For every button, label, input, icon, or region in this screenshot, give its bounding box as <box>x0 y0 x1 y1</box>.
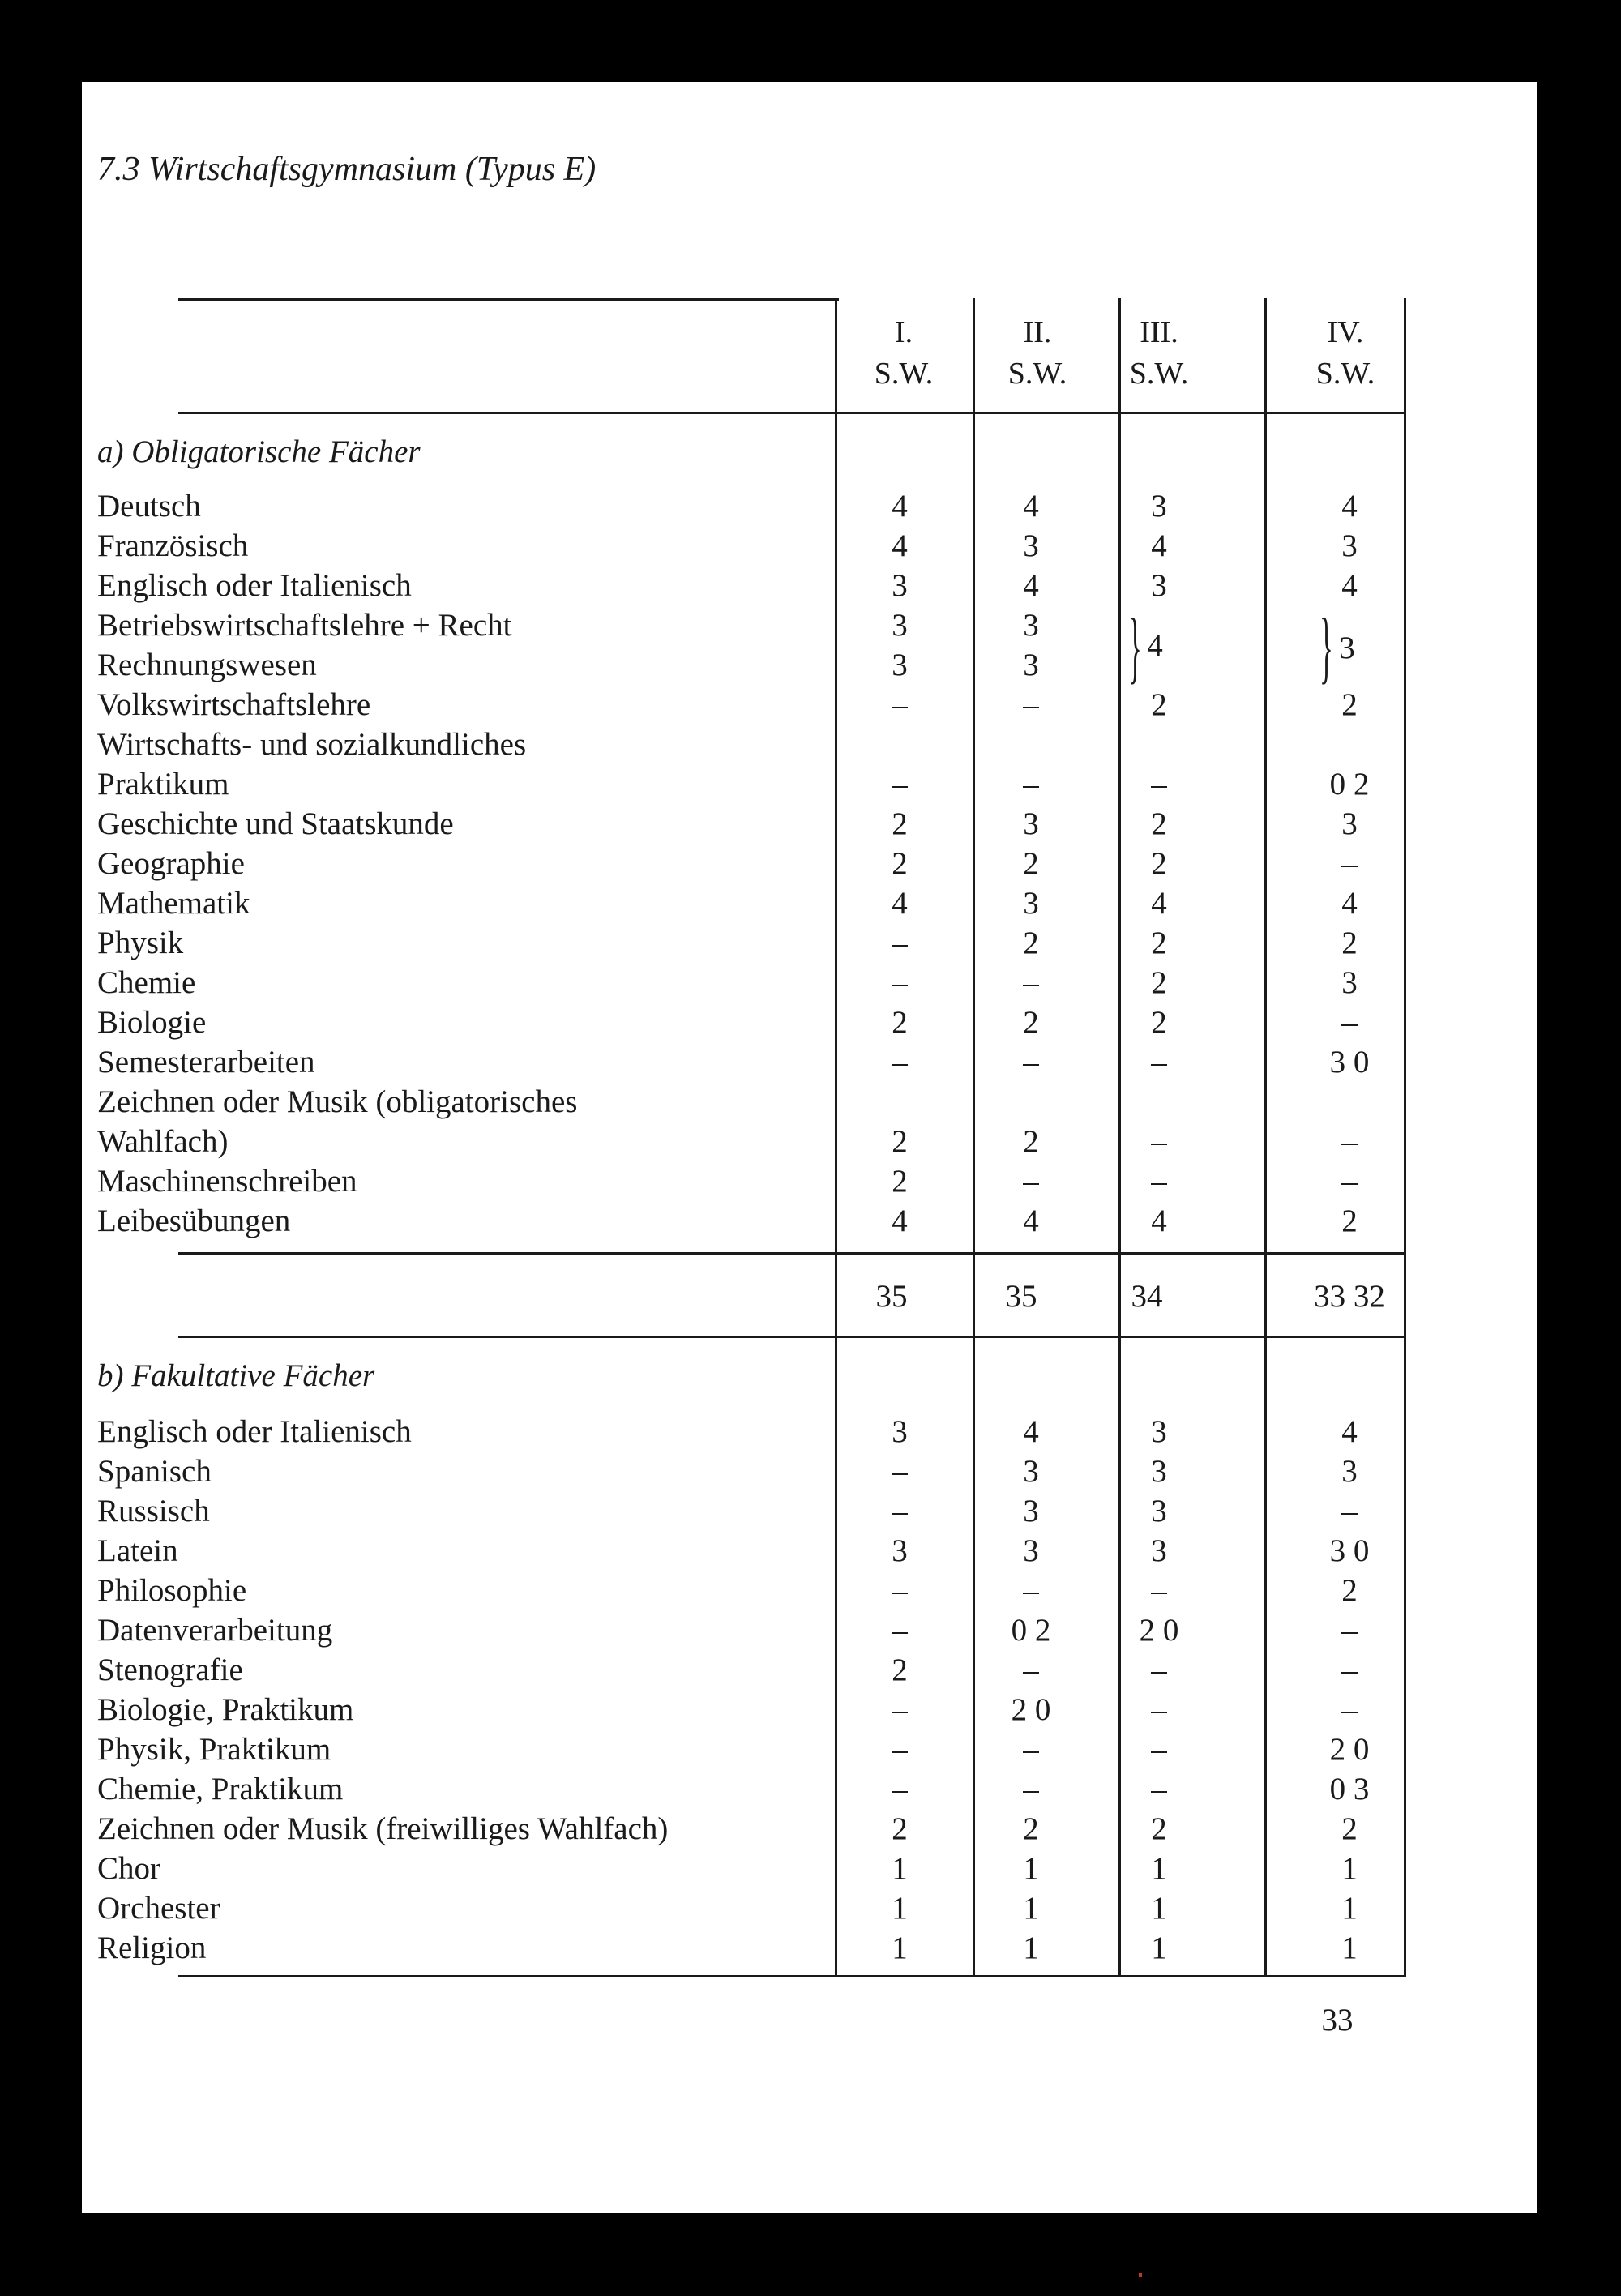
total-col3: 34 <box>1131 1279 1163 1314</box>
column-header-3: III. S.W. <box>1129 315 1189 391</box>
table-bottom-rule <box>178 1975 1406 1977</box>
row-value-col1: 3 <box>892 648 908 682</box>
column-rule-5 <box>1404 298 1406 1976</box>
merged-value-col4: 3 <box>1339 631 1355 665</box>
row-value-col2: 2 <box>1023 1124 1039 1159</box>
column-rule-4 <box>1264 298 1267 1976</box>
row-value-col2: 1 <box>1023 1930 1039 1965</box>
row-value-col4: – <box>1341 1124 1358 1159</box>
row-value-col2: 3 <box>1023 528 1039 563</box>
row-value-col1: 2 <box>892 1811 908 1846</box>
row-value-col1: 2 <box>892 1653 908 1687</box>
row-value-col1: 2 <box>892 1124 908 1159</box>
row-value-col2: – <box>1023 687 1039 722</box>
row-value-col2: 3 <box>1023 806 1039 841</box>
row-label: Englisch oder Italienisch <box>97 1414 412 1449</box>
column-header-2: II. S.W. <box>1007 315 1067 391</box>
row-value-col4: – <box>1341 1613 1358 1648</box>
scan-speck <box>1139 2273 1142 2277</box>
row-value-col2: 3 <box>1023 1533 1039 1568</box>
row-value-col1: – <box>892 1772 908 1806</box>
row-value-col1: – <box>892 926 908 960</box>
column-header-1: I. S.W. <box>874 315 934 391</box>
row-value-col4: 4 <box>1341 489 1358 524</box>
row-value-col3: 3 <box>1151 1533 1167 1568</box>
row-value-col4: 4 <box>1341 1414 1358 1449</box>
row-value-col3: 3 <box>1151 1414 1167 1449</box>
row-value-col1: 4 <box>892 886 908 921</box>
row-value-col1: – <box>892 767 908 802</box>
row-value-col2: 0 2 <box>1011 1613 1051 1648</box>
section-a-heading: a) Obligatorische Fächer <box>97 434 421 469</box>
row-value-col2: 2 <box>1023 1811 1039 1846</box>
row-value-col1: 3 <box>892 608 908 643</box>
row-label: Biologie <box>97 1005 207 1040</box>
row-value-col4: 3 <box>1341 1454 1358 1489</box>
row-value-col2: – <box>1023 1045 1039 1080</box>
row-value-col1: – <box>892 1732 908 1767</box>
row-label: Geographie <box>97 846 245 881</box>
column-rule-1 <box>835 298 837 1976</box>
column-header-4: IV. S.W. <box>1315 315 1375 391</box>
row-value-col2: – <box>1023 1772 1039 1806</box>
row-value-col3: 3 <box>1151 568 1167 603</box>
row-value-col2: 3 <box>1023 1454 1039 1489</box>
row-value-col4: 3 <box>1341 528 1358 563</box>
row-value-col1: 4 <box>892 1204 908 1238</box>
row-value-col1: 4 <box>892 489 908 524</box>
row-value-col3: 1 <box>1151 1891 1167 1926</box>
row-value-col3: 2 <box>1151 1811 1167 1846</box>
row-value-col3: 2 <box>1151 926 1167 960</box>
brace-col4: } <box>1319 601 1333 691</box>
row-value-col1: 2 <box>892 806 908 841</box>
row-value-col3: 4 <box>1151 1204 1167 1238</box>
row-label: Englisch oder Italienisch <box>97 568 412 603</box>
row-value-col4: 1 <box>1341 1891 1358 1926</box>
row-value-col3: – <box>1151 767 1167 802</box>
row-label: Volkswirtschaftslehre <box>97 687 371 722</box>
row-value-col4: 0 3 <box>1329 1772 1370 1806</box>
row-value-col4: 3 0 <box>1329 1045 1370 1080</box>
row-value-col3: 2 <box>1151 846 1167 881</box>
row-value-col4: 2 <box>1341 1204 1358 1238</box>
row-value-col3: 2 0 <box>1139 1613 1179 1648</box>
row-value-col3: – <box>1151 1124 1167 1159</box>
row-value-col2: – <box>1023 1732 1039 1767</box>
row-value-col2: – <box>1023 767 1039 802</box>
merged-value-col3: 4 <box>1147 628 1163 663</box>
row-value-col3: – <box>1151 1732 1167 1767</box>
row-label: Stenografie <box>97 1653 243 1687</box>
row-value-col3: – <box>1151 1164 1167 1199</box>
row-label: Chemie, Praktikum <box>97 1772 344 1806</box>
row-value-col4: – <box>1341 1692 1358 1727</box>
row-label: Datenverarbeitung <box>97 1613 333 1648</box>
row-label: Wahlfach) <box>97 1124 229 1159</box>
row-value-col1: – <box>892 1494 908 1529</box>
row-value-col2: 3 <box>1023 886 1039 921</box>
row-label: Latein <box>97 1533 178 1568</box>
row-value-col1: – <box>892 1613 908 1648</box>
row-value-col3: 1 <box>1151 1851 1167 1886</box>
table-top-rule <box>178 298 839 301</box>
row-label: Mathematik <box>97 886 250 921</box>
row-value-col4: – <box>1341 1164 1358 1199</box>
row-value-col4: 4 <box>1341 886 1358 921</box>
row-value-col1: – <box>892 1454 908 1489</box>
row-label: Russisch <box>97 1494 210 1529</box>
row-value-col2: – <box>1023 965 1039 1000</box>
row-value-col1: 3 <box>892 568 908 603</box>
row-value-col1: – <box>892 1045 908 1080</box>
row-value-col1: 4 <box>892 528 908 563</box>
row-value-col4: – <box>1341 1494 1358 1529</box>
row-value-col2: 2 <box>1023 926 1039 960</box>
row-value-col1: 2 <box>892 846 908 881</box>
column-rule-2 <box>973 298 975 1976</box>
row-value-col3: 1 <box>1151 1930 1167 1965</box>
row-value-col3: – <box>1151 1692 1167 1727</box>
row-label: Philosophie <box>97 1573 247 1608</box>
row-value-col4: 0 2 <box>1329 767 1370 802</box>
total-col1: 35 <box>875 1279 908 1314</box>
row-value-col2: – <box>1023 1653 1039 1687</box>
row-value-col3: – <box>1151 1653 1167 1687</box>
row-value-col4: 1 <box>1341 1930 1358 1965</box>
row-value-col2: 4 <box>1023 489 1039 524</box>
row-value-col2: 2 <box>1023 846 1039 881</box>
row-value-col1: 1 <box>892 1891 908 1926</box>
row-value-col2: – <box>1023 1573 1039 1608</box>
row-value-col1: – <box>892 965 908 1000</box>
row-label: Semesterarbeiten <box>97 1045 315 1080</box>
row-value-col4: – <box>1341 1005 1358 1040</box>
row-value-col3: – <box>1151 1045 1167 1080</box>
row-value-col3: 2 <box>1151 806 1167 841</box>
row-value-col4: 2 <box>1341 1811 1358 1846</box>
row-value-col1: – <box>892 687 908 722</box>
totals-bottom-rule <box>178 1336 1406 1338</box>
row-value-col1: – <box>892 1692 908 1727</box>
row-value-col2: – <box>1023 1164 1039 1199</box>
total-col4: 33 32 <box>1314 1279 1385 1314</box>
row-label: Orchester <box>97 1891 220 1926</box>
row-label: Zeichnen oder Musik (obligatorisches <box>97 1084 578 1119</box>
section-a-bottom-rule <box>178 1252 1406 1255</box>
row-label: Wirtschafts- und sozialkundliches <box>97 727 527 762</box>
row-value-col1: 3 <box>892 1533 908 1568</box>
row-value-col1: – <box>892 1573 908 1608</box>
row-label: Religion <box>97 1930 207 1965</box>
row-value-col2: 4 <box>1023 1414 1039 1449</box>
row-label: Physik, Praktikum <box>97 1732 331 1767</box>
row-value-col4: 1 <box>1341 1851 1358 1886</box>
row-label: Praktikum <box>97 767 229 802</box>
row-value-col2: 4 <box>1023 1204 1039 1238</box>
row-value-col2: 1 <box>1023 1891 1039 1926</box>
row-label: Biologie, Praktikum <box>97 1692 354 1727</box>
row-label: Geschichte und Staatskunde <box>97 806 454 841</box>
row-value-col1: 3 <box>892 1414 908 1449</box>
row-value-col1: 1 <box>892 1851 908 1886</box>
total-col2: 35 <box>1005 1279 1037 1314</box>
row-label: Spanisch <box>97 1454 212 1489</box>
row-label: Physik <box>97 926 184 960</box>
row-label: Rechnungswesen <box>97 648 317 682</box>
row-value-col3: 2 <box>1151 1005 1167 1040</box>
row-value-col4: 3 <box>1341 806 1358 841</box>
row-value-col4: 3 <box>1341 965 1358 1000</box>
row-value-col2: 3 <box>1023 608 1039 643</box>
page-number: 33 <box>1321 2003 1354 2037</box>
row-value-col2: 1 <box>1023 1851 1039 1886</box>
row-value-col3: – <box>1151 1573 1167 1608</box>
row-label: Chor <box>97 1851 160 1886</box>
row-value-col2: 2 <box>1023 1005 1039 1040</box>
row-value-col1: 2 <box>892 1164 908 1199</box>
row-value-col4: 2 <box>1341 1573 1358 1608</box>
row-value-col1: 1 <box>892 1930 908 1965</box>
row-value-col4: 2 <box>1341 926 1358 960</box>
row-value-col3: 3 <box>1151 1454 1167 1489</box>
row-value-col4: 2 <box>1341 687 1358 722</box>
row-value-col3: – <box>1151 1772 1167 1806</box>
row-label: Maschinenschreiben <box>97 1164 357 1199</box>
row-label: Leibesübungen <box>97 1204 291 1238</box>
row-value-col4: 4 <box>1341 568 1358 603</box>
row-value-col4: 2 0 <box>1329 1732 1370 1767</box>
row-value-col4: – <box>1341 1653 1358 1687</box>
brace-col3: } <box>1128 601 1142 691</box>
header-rule <box>178 412 1406 414</box>
row-value-col3: 4 <box>1151 528 1167 563</box>
section-b-heading: b) Fakultative Fächer <box>97 1358 375 1393</box>
row-value-col1: 2 <box>892 1005 908 1040</box>
row-value-col2: 3 <box>1023 648 1039 682</box>
row-value-col3: 2 <box>1151 965 1167 1000</box>
row-value-col3: 3 <box>1151 1494 1167 1529</box>
row-value-col4: 3 0 <box>1329 1533 1370 1568</box>
row-value-col2: 3 <box>1023 1494 1039 1529</box>
row-value-col2: 2 0 <box>1011 1692 1051 1727</box>
row-value-col4: – <box>1341 846 1358 881</box>
row-value-col3: 2 <box>1151 687 1167 722</box>
row-value-col2: 4 <box>1023 568 1039 603</box>
row-label: Französisch <box>97 528 249 563</box>
row-value-col3: 3 <box>1151 489 1167 524</box>
row-label: Deutsch <box>97 489 201 524</box>
row-label: Chemie <box>97 965 196 1000</box>
row-label: Betriebswirtschaftslehre + Recht <box>97 608 512 643</box>
row-value-col3: 4 <box>1151 886 1167 921</box>
row-label: Zeichnen oder Musik (freiwilliges Wahlfach) <box>97 1811 669 1846</box>
page-title: 7.3 Wirtschaftsgymnasium (Typus E) <box>97 151 597 188</box>
